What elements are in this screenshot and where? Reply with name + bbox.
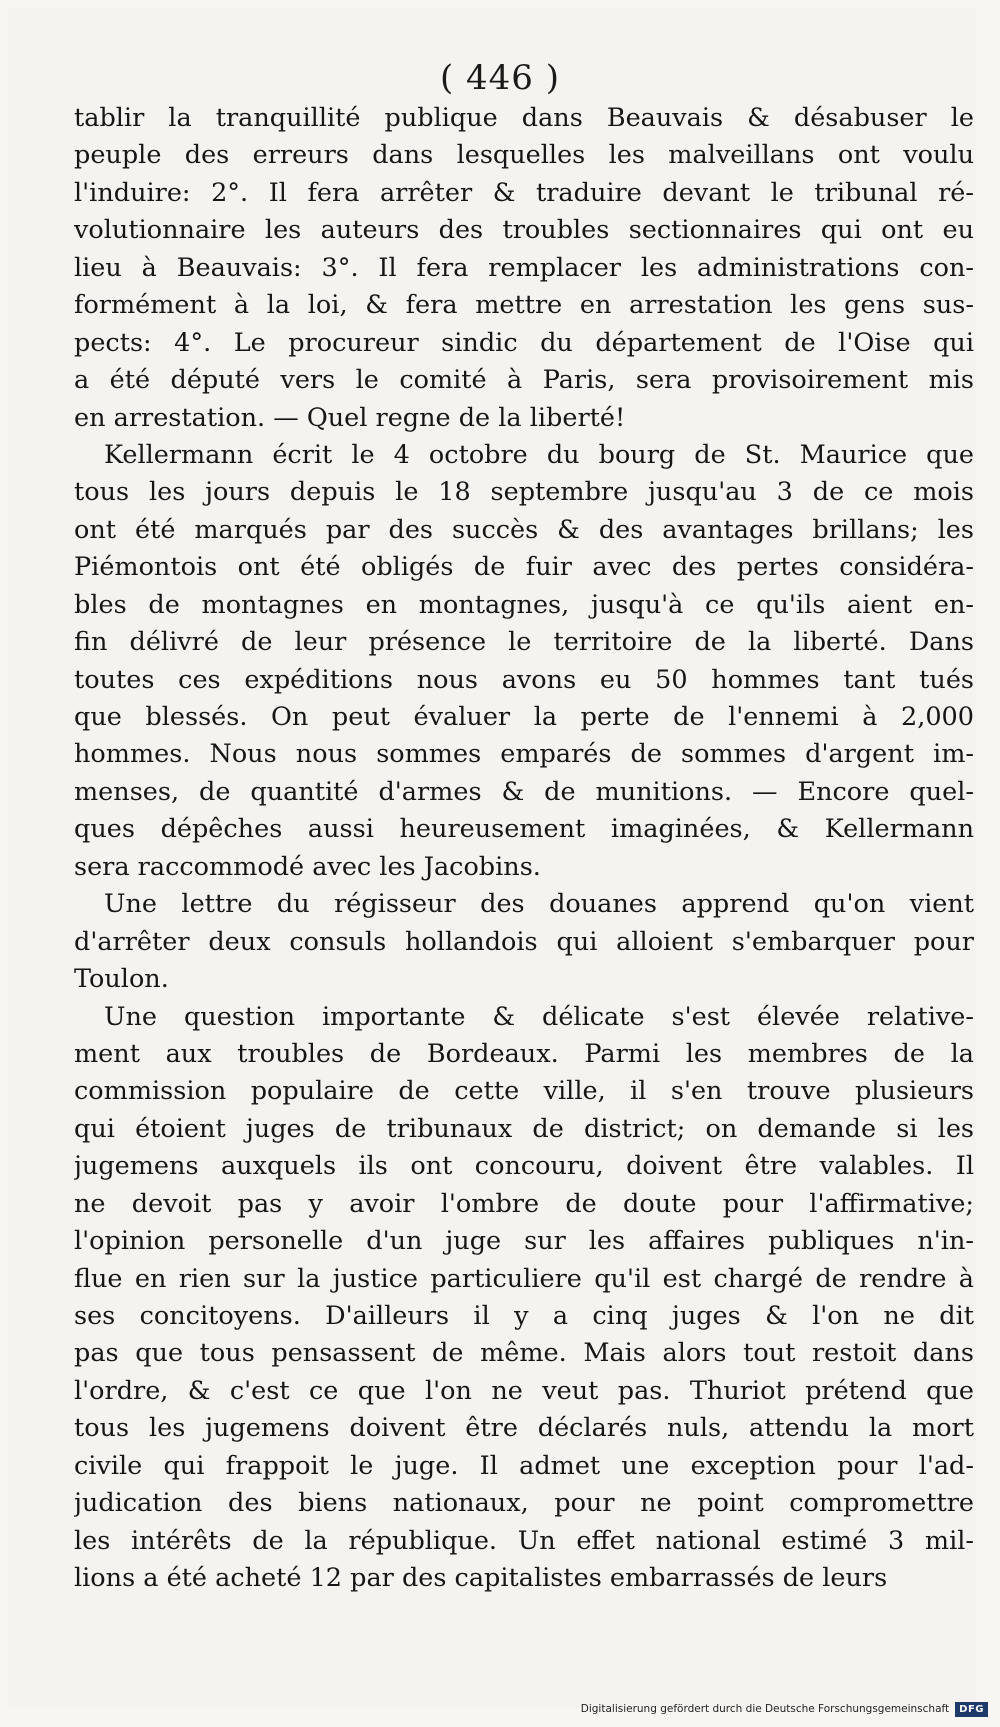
text-line: tous les jours depuis le 18 septembre jusqu'au 3 de ce mois bbox=[74, 477, 974, 508]
text-line: lieu à Beauvais: 3°. Il fera remplacer les administrations con- bbox=[74, 252, 974, 283]
text-line: menses, de quantité d'armes & de munitions. — Encore quel- bbox=[74, 776, 974, 807]
text-line: formément à la loi, & fera mettre en arrestation les gens sus- bbox=[74, 290, 974, 321]
text-line: hommes. Nous nous sommes emparés de sommes d'argent im- bbox=[74, 739, 974, 770]
text-line: ont été marqués par des succès & des avantages brillans; les bbox=[74, 514, 974, 545]
text-line: tablir la tranquillité publique dans Beauvais & désabuser le bbox=[74, 103, 974, 133]
body-text bbox=[74, 100, 974, 1598]
text-line: sera raccommodé avec les Jacobins. bbox=[74, 851, 541, 882]
text-line: l'ordre, & c'est ce que l'on ne veut pas. Thuriot prétend que bbox=[74, 1375, 974, 1406]
text-line: l'induire: 2°. Il fera arrêter & traduire devant le tribunal ré- bbox=[74, 177, 974, 208]
text-line: ment aux troubles de Bordeaux. Parmi les membres de la bbox=[74, 1038, 974, 1069]
text-line: lions a été acheté 12 par des capitalistes embarrassés de leurs bbox=[74, 1563, 888, 1594]
text-line: pects: 4°. Le procureur sindic du département de l'Oise qui bbox=[74, 327, 974, 358]
text-line: ques dépêches aussi heureusement imaginées, & Kellermann bbox=[74, 814, 974, 845]
text-line: civile qui frappoit le juge. Il admet une exception pour l'ad- bbox=[74, 1450, 974, 1481]
text-line: Kellermann écrit le 4 octobre du bourg de St. Maurice que bbox=[104, 439, 974, 470]
text-line: ses concitoyens. D'ailleurs il y a cinq juges & l'on ne dit bbox=[74, 1301, 974, 1331]
text-line: pas que tous pensassent de même. Mais alors tout restoit dans bbox=[74, 1338, 974, 1369]
text-line: toutes ces expéditions nous avons eu 50 hommes tant tués bbox=[74, 664, 974, 695]
text-line: fin délivré de leur présence le territoire de la liberté. Dans bbox=[74, 627, 974, 658]
text-line: que blessés. On peut évaluer la perte de l'ennemi à 2,000 bbox=[74, 702, 974, 732]
text-line: l'opinion personelle d'un juge sur les affaires publiques n'in- bbox=[74, 1226, 974, 1257]
text-line: peuple des erreurs dans lesquelles les malveillans ont voulu bbox=[74, 140, 974, 171]
text-line: jugemens auxquels ils ont concouru, doivent être valables. Il bbox=[74, 1151, 974, 1182]
text-line: Toulon. bbox=[74, 964, 169, 995]
text-line: commission populaire de cette ville, il s'en trouve plusieurs bbox=[74, 1076, 974, 1107]
credit-text: Digitalisierung gefördert durch die Deutsche Forschungsgemeinschaft bbox=[580, 1703, 950, 1715]
text-line: Une question importante & délicate s'est élevée relative- bbox=[104, 1001, 974, 1032]
text-line: ne devoit pas y avoir l'ombre de doute pour l'affirmative; bbox=[74, 1188, 974, 1219]
text-line: flue en rien sur la justice particuliere qu'il est chargé de rendre à bbox=[74, 1263, 974, 1294]
text-line: qui étoient juges de tribunaux de district; on demande si les bbox=[74, 1113, 974, 1144]
page-number: ( 446 ) bbox=[439, 58, 561, 98]
dfg-logo: DFG bbox=[955, 1702, 988, 1717]
text-line: d'arrêter deux consuls hollandois qui alloient s'embarquer pour bbox=[74, 926, 974, 957]
text-line: les intérêts de la république. Un effet national estimé 3 mil- bbox=[74, 1525, 974, 1556]
text-line: tous les jugemens doivent être déclarés nuls, attendu la mort bbox=[74, 1413, 974, 1444]
text-line: volutionnaire les auteurs des troubles sectionnaires qui ont eu bbox=[74, 215, 974, 246]
text-line: Piémontois ont été obligés de fuir avec des pertes considéra- bbox=[74, 552, 974, 583]
text-line: bles de montagnes en montagnes, jusqu'à ce qu'ils aient en- bbox=[74, 589, 974, 620]
text-line: en arrestation. — Quel regne de la liberté! bbox=[74, 402, 626, 433]
text-line: judication des biens nationaux, pour ne point compromettre bbox=[74, 1488, 974, 1519]
text-line: Une lettre du régisseur des douanes apprend qu'on vient bbox=[104, 889, 974, 920]
text-line: a été député vers le comité à Paris, sera provisoirement mis bbox=[74, 365, 974, 396]
digitization-credit bbox=[581, 1699, 988, 1719]
